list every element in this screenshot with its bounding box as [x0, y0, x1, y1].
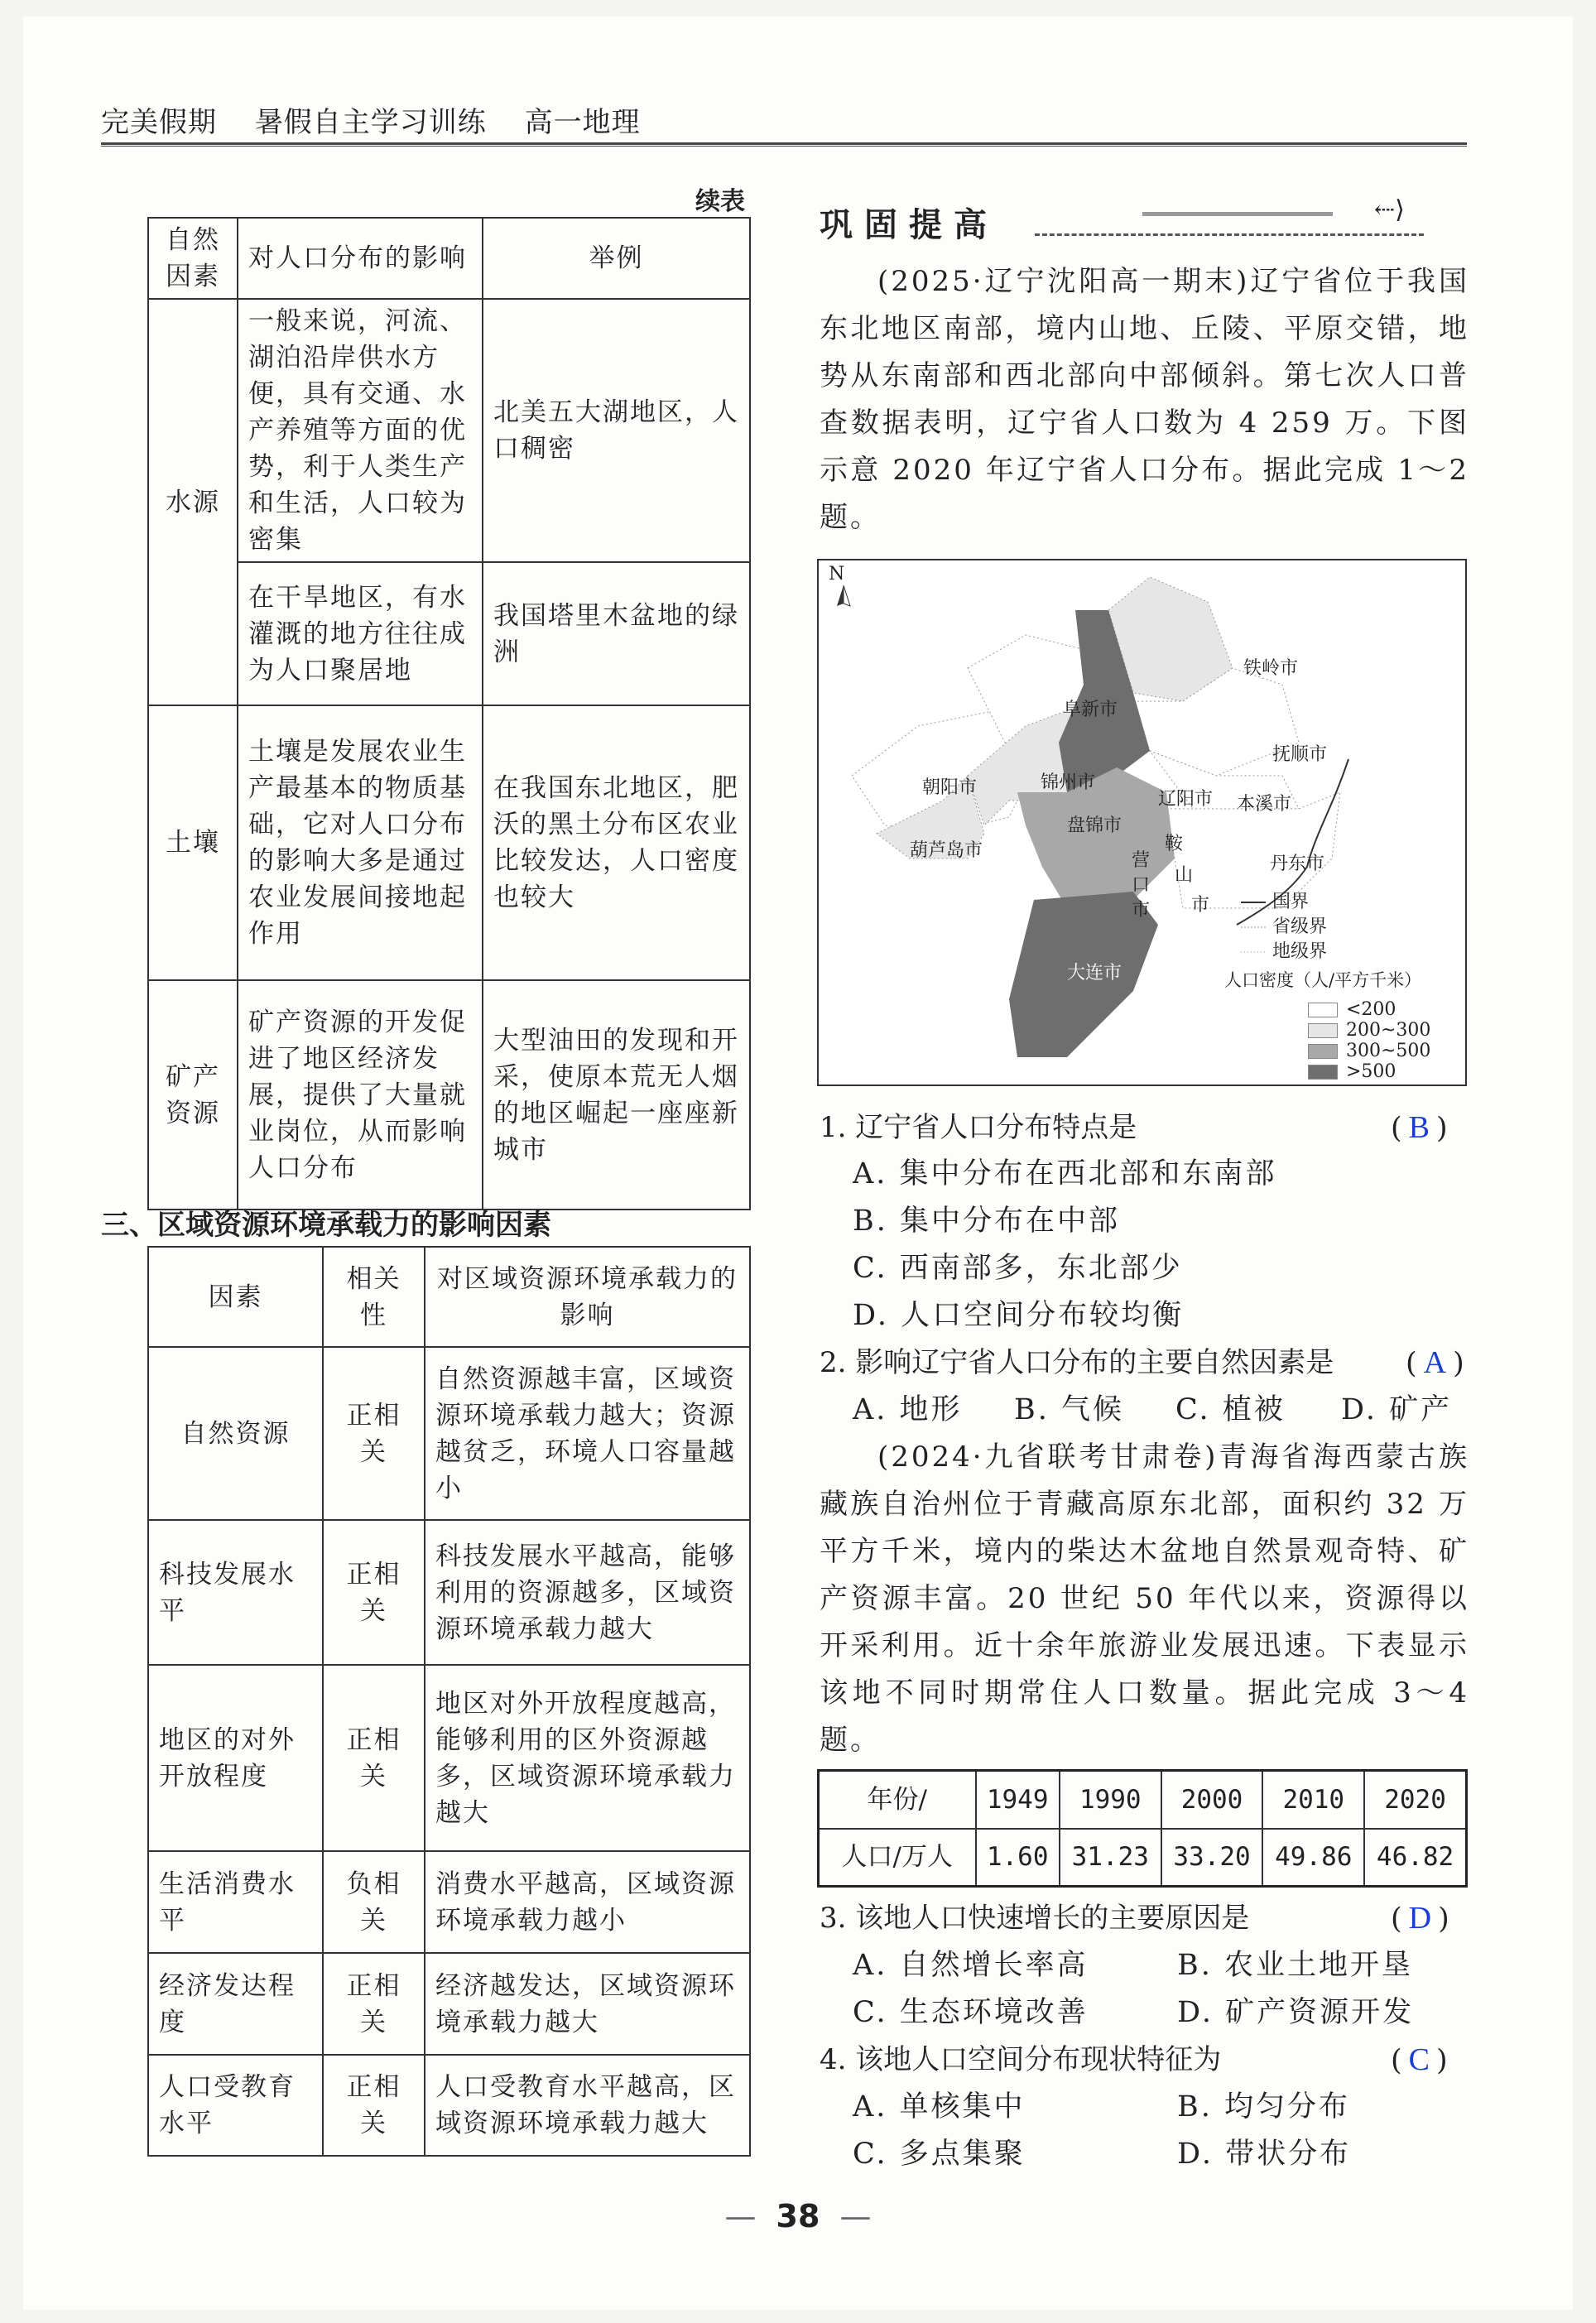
- legend-swatch: [1308, 1044, 1338, 1059]
- option: C. 多点集聚: [853, 2138, 1026, 2171]
- table-cell-factor: 土壤: [148, 705, 238, 980]
- city-label: 营: [1132, 850, 1151, 871]
- table-cell-effect: 科技发展水平越高，能够利用的资源越多，区域资源环境承载力越大: [425, 1520, 750, 1665]
- north-label: N: [829, 564, 845, 584]
- option: C. 生态环境改善: [853, 1996, 1089, 2029]
- natural-factors-table: [147, 217, 751, 1210]
- decorative-bar: [1142, 212, 1333, 216]
- table-cell-factor: 经济发达程度: [148, 1953, 323, 2055]
- table-cell-example: 大型油田的发现和开采，使原本荒无人烟的地区崛起一座座新城市: [483, 980, 750, 1210]
- series-title: 完美假期: [101, 106, 217, 139]
- table-cell-effect: 在干旱地区，有水灌溉的地方往往成为人口聚居地: [238, 562, 483, 705]
- option: D. 矿产资源开发: [1177, 1996, 1415, 2029]
- option: B. 集中分布在中部: [853, 1205, 1120, 1238]
- question-intro-1: (2025·辽宁沈阳高一期末)辽宁省位于我国东北地区南部，境内山地、丘陵、平原交错，地势从东南部和西北部向中部倾斜。第七次人口普查数据表明，辽宁省人口数为 4 259 万。下图示意 2020 年辽宁省人口分布。据此完成 1～2 题。: [820, 265, 1469, 534]
- legend-swatch: [1308, 1023, 1338, 1038]
- city-label: 口: [1132, 875, 1151, 896]
- table-cell-effect: 矿产资源的开发促进了地区经济发展，提供了大量就业岗位，从而影响人口分布: [238, 980, 483, 1210]
- legend-label: >500: [1346, 1060, 1396, 1082]
- city-label: 市: [1191, 895, 1210, 916]
- table-header: 举例: [483, 218, 750, 299]
- table-cell-factor: 自然资源: [148, 1347, 323, 1520]
- table-cell-correlation: 负相关: [323, 1851, 425, 1953]
- table-cell-example: 北美五大湖地区，人口稠密: [483, 299, 750, 562]
- arrow-icon: ⇠⟩: [1374, 195, 1405, 224]
- option: B. 农业土地开垦: [1177, 1949, 1413, 1982]
- option: D. 人口空间分布较均衡: [853, 1299, 1185, 1332]
- table-cell-effect: 消费水平越高，区域资源环境承载力越小: [425, 1851, 750, 1953]
- map-legend: [1308, 999, 1430, 1082]
- table-header: 年份/: [819, 1771, 976, 1829]
- city-label: 铁岭市: [1243, 658, 1299, 679]
- city-label: 盘锦市: [1067, 815, 1122, 836]
- subject-title: 高一地理: [524, 106, 641, 139]
- book-title: 暑假自主学习训练: [254, 106, 487, 139]
- city-label: 抚顺市: [1272, 744, 1328, 765]
- table-header: 人口/万人: [819, 1829, 976, 1887]
- question-1-stem: 1. 辽宁省人口分布特点是: [820, 1111, 1137, 1144]
- table-cell-effect: 经济越发达，区域资源环境承载力越大: [425, 1953, 750, 2055]
- legend-label: 省级界: [1272, 916, 1328, 937]
- answer-value: B: [1408, 1110, 1430, 1145]
- table-cell-factor: 生活消费水平: [148, 1851, 323, 1953]
- option: D. 矿产: [1341, 1393, 1453, 1426]
- option: D. 带状分布: [1177, 2138, 1352, 2171]
- table-header: 因素: [148, 1247, 323, 1347]
- carrying-capacity-table: [147, 1246, 751, 2157]
- option: B. 均匀分布: [1177, 2090, 1350, 2123]
- city-label: 市: [1132, 900, 1151, 921]
- table-cell-year: 2000: [1161, 1771, 1263, 1829]
- option: C. 植被: [1175, 1393, 1286, 1426]
- table-cell-factor: 人口受教育水平: [148, 2055, 323, 2156]
- table-cell-correlation: 正相关: [323, 1953, 425, 2055]
- legend-label: 300~500: [1346, 1040, 1431, 1061]
- table-header: 对区域资源环境承载力的影响: [425, 1247, 750, 1347]
- table-continued-label: 续表: [695, 187, 745, 216]
- table-cell-correlation: 正相关: [323, 1520, 425, 1665]
- table-cell-factor: 水源: [148, 299, 238, 705]
- legend-swatch: [1308, 1065, 1338, 1080]
- running-header: [101, 99, 669, 140]
- table-cell-factor: 科技发展水平: [148, 1520, 323, 1665]
- page-number-value: 38: [776, 2198, 820, 2234]
- table-cell-correlation: 正相关: [323, 1665, 425, 1851]
- city-label: 锦州市: [1041, 772, 1096, 793]
- table-header: 对人口分布的影响: [238, 218, 483, 299]
- answer-value: D: [1408, 1901, 1432, 1936]
- table-cell-effect: 自然资源越丰富，区域资源环境承载力越大；资源越贫乏，环境人口容量越小: [425, 1347, 750, 1520]
- table-cell-example: 在我国东北地区，肥沃的黑土分布区农业比较发达，人口密度也较大: [483, 705, 750, 980]
- page-number: — 38 —: [724, 2198, 872, 2234]
- city-label: 阜新市: [1063, 700, 1118, 720]
- table-cell-year: 1990: [1060, 1771, 1161, 1829]
- answer-3: ( D ): [1391, 1901, 1449, 1936]
- table-cell-population: 46.82: [1364, 1829, 1466, 1887]
- city-label: 丹东市: [1270, 854, 1325, 874]
- legend-label: <200: [1346, 998, 1396, 1020]
- city-label: 辽阳市: [1158, 789, 1214, 810]
- legend-swatch: [1308, 1003, 1338, 1017]
- table-cell-factor: 矿产资源: [148, 980, 238, 1210]
- option: A. 集中分布在西北部和东南部: [853, 1157, 1277, 1190]
- table-cell-year: 2010: [1262, 1771, 1364, 1829]
- legend-title: 人口密度（人/平方千米）: [1224, 970, 1422, 990]
- table-header: 自然因素: [148, 218, 238, 299]
- city-label: 本溪市: [1237, 794, 1292, 815]
- city-label: 鞍: [1165, 834, 1184, 854]
- table-cell-effect: 地区对外开放程度越高，能够利用的区外资源越多，区域资源环境承载力越大: [425, 1665, 750, 1851]
- option: A. 地形: [853, 1393, 963, 1426]
- city-label: 朝阳市: [922, 777, 978, 798]
- question-4-stem: 4. 该地人口空间分布现状特征为: [820, 2043, 1222, 2076]
- option: A. 自然增长率高: [853, 1949, 1089, 1982]
- table-cell-population: 1.60: [976, 1829, 1060, 1887]
- answer-4: ( C ): [1391, 2042, 1448, 2077]
- table-cell-effect: 人口受教育水平越高，区域资源环境承载力越大: [425, 2055, 750, 2156]
- table-cell-population: 49.86: [1262, 1829, 1364, 1887]
- city-label: 沈阳市: [1160, 714, 1215, 735]
- table-cell-population: 33.20: [1161, 1829, 1263, 1887]
- table-cell-year: 1949: [976, 1771, 1060, 1829]
- city-label: 葫芦岛市: [910, 840, 983, 861]
- answer-1: ( B ): [1391, 1110, 1448, 1145]
- section-title: 三、区域资源环境承载力的影响因素: [101, 1209, 551, 1242]
- table-cell-effect: 一般来说，河流、湖泊沿岸供水方便，具有交通、水产养殖等方面的优势，利于人类生产和生活，人口较为密集: [238, 299, 483, 562]
- north-arrow-icon: [837, 585, 850, 606]
- table-cell-correlation: 正相关: [323, 1347, 425, 1520]
- table-cell-year: 2020: [1364, 1771, 1466, 1829]
- table-header: 相关性: [323, 1247, 425, 1347]
- table-cell-example: 我国塔里木盆地的绿洲: [483, 562, 750, 705]
- legend-label: 国界: [1272, 892, 1310, 912]
- city-label: 大连市: [1067, 963, 1122, 984]
- table-cell-correlation: 正相关: [323, 2055, 425, 2156]
- answer-value: A: [1423, 1345, 1447, 1380]
- question-intro-2: (2024·九省联考甘肃卷)青海省海西蒙古族藏族自治州位于青藏高原东北部，面积约 32 万平方千米，境内的柴达木盆地自然景观奇特、矿产资源丰富。20 世纪 50 年代以来，资源得以开采利用。近十余年旅游业发展迅速。下表显示该地不同时期常住人口数量。据此完成 3～4 题。: [820, 1440, 1469, 1757]
- question-3-stem: 3. 该地人口快速增长的主要原因是: [820, 1902, 1250, 1935]
- table-cell-factor: 地区的对外开放程度: [148, 1665, 323, 1851]
- answer-2: ( A ): [1406, 1345, 1464, 1380]
- option: A. 单核集中: [853, 2090, 1026, 2123]
- answer-value: C: [1408, 2042, 1430, 2077]
- legend-label: 200~300: [1346, 1019, 1431, 1041]
- decorative-dashed-line: [1035, 233, 1424, 236]
- question-2-stem: 2. 影响辽宁省人口分布的主要自然因素是: [820, 1346, 1334, 1379]
- city-label: 山: [1175, 865, 1194, 886]
- table-cell-population: 31.23: [1060, 1829, 1161, 1887]
- population-table: [817, 1769, 1468, 1888]
- header-rule: [101, 142, 1467, 147]
- option: C. 西南部多，东北部少: [853, 1252, 1183, 1285]
- option: B. 气候: [1014, 1393, 1124, 1426]
- table-cell-effect: 土壤是发展农业生产最基本的物质基础，它对人口分布的影响大多是通过农业发展间接地起作用: [238, 705, 483, 980]
- legend-label: 地级界: [1272, 941, 1328, 962]
- section-title-consolidate: 巩固提高: [820, 206, 998, 244]
